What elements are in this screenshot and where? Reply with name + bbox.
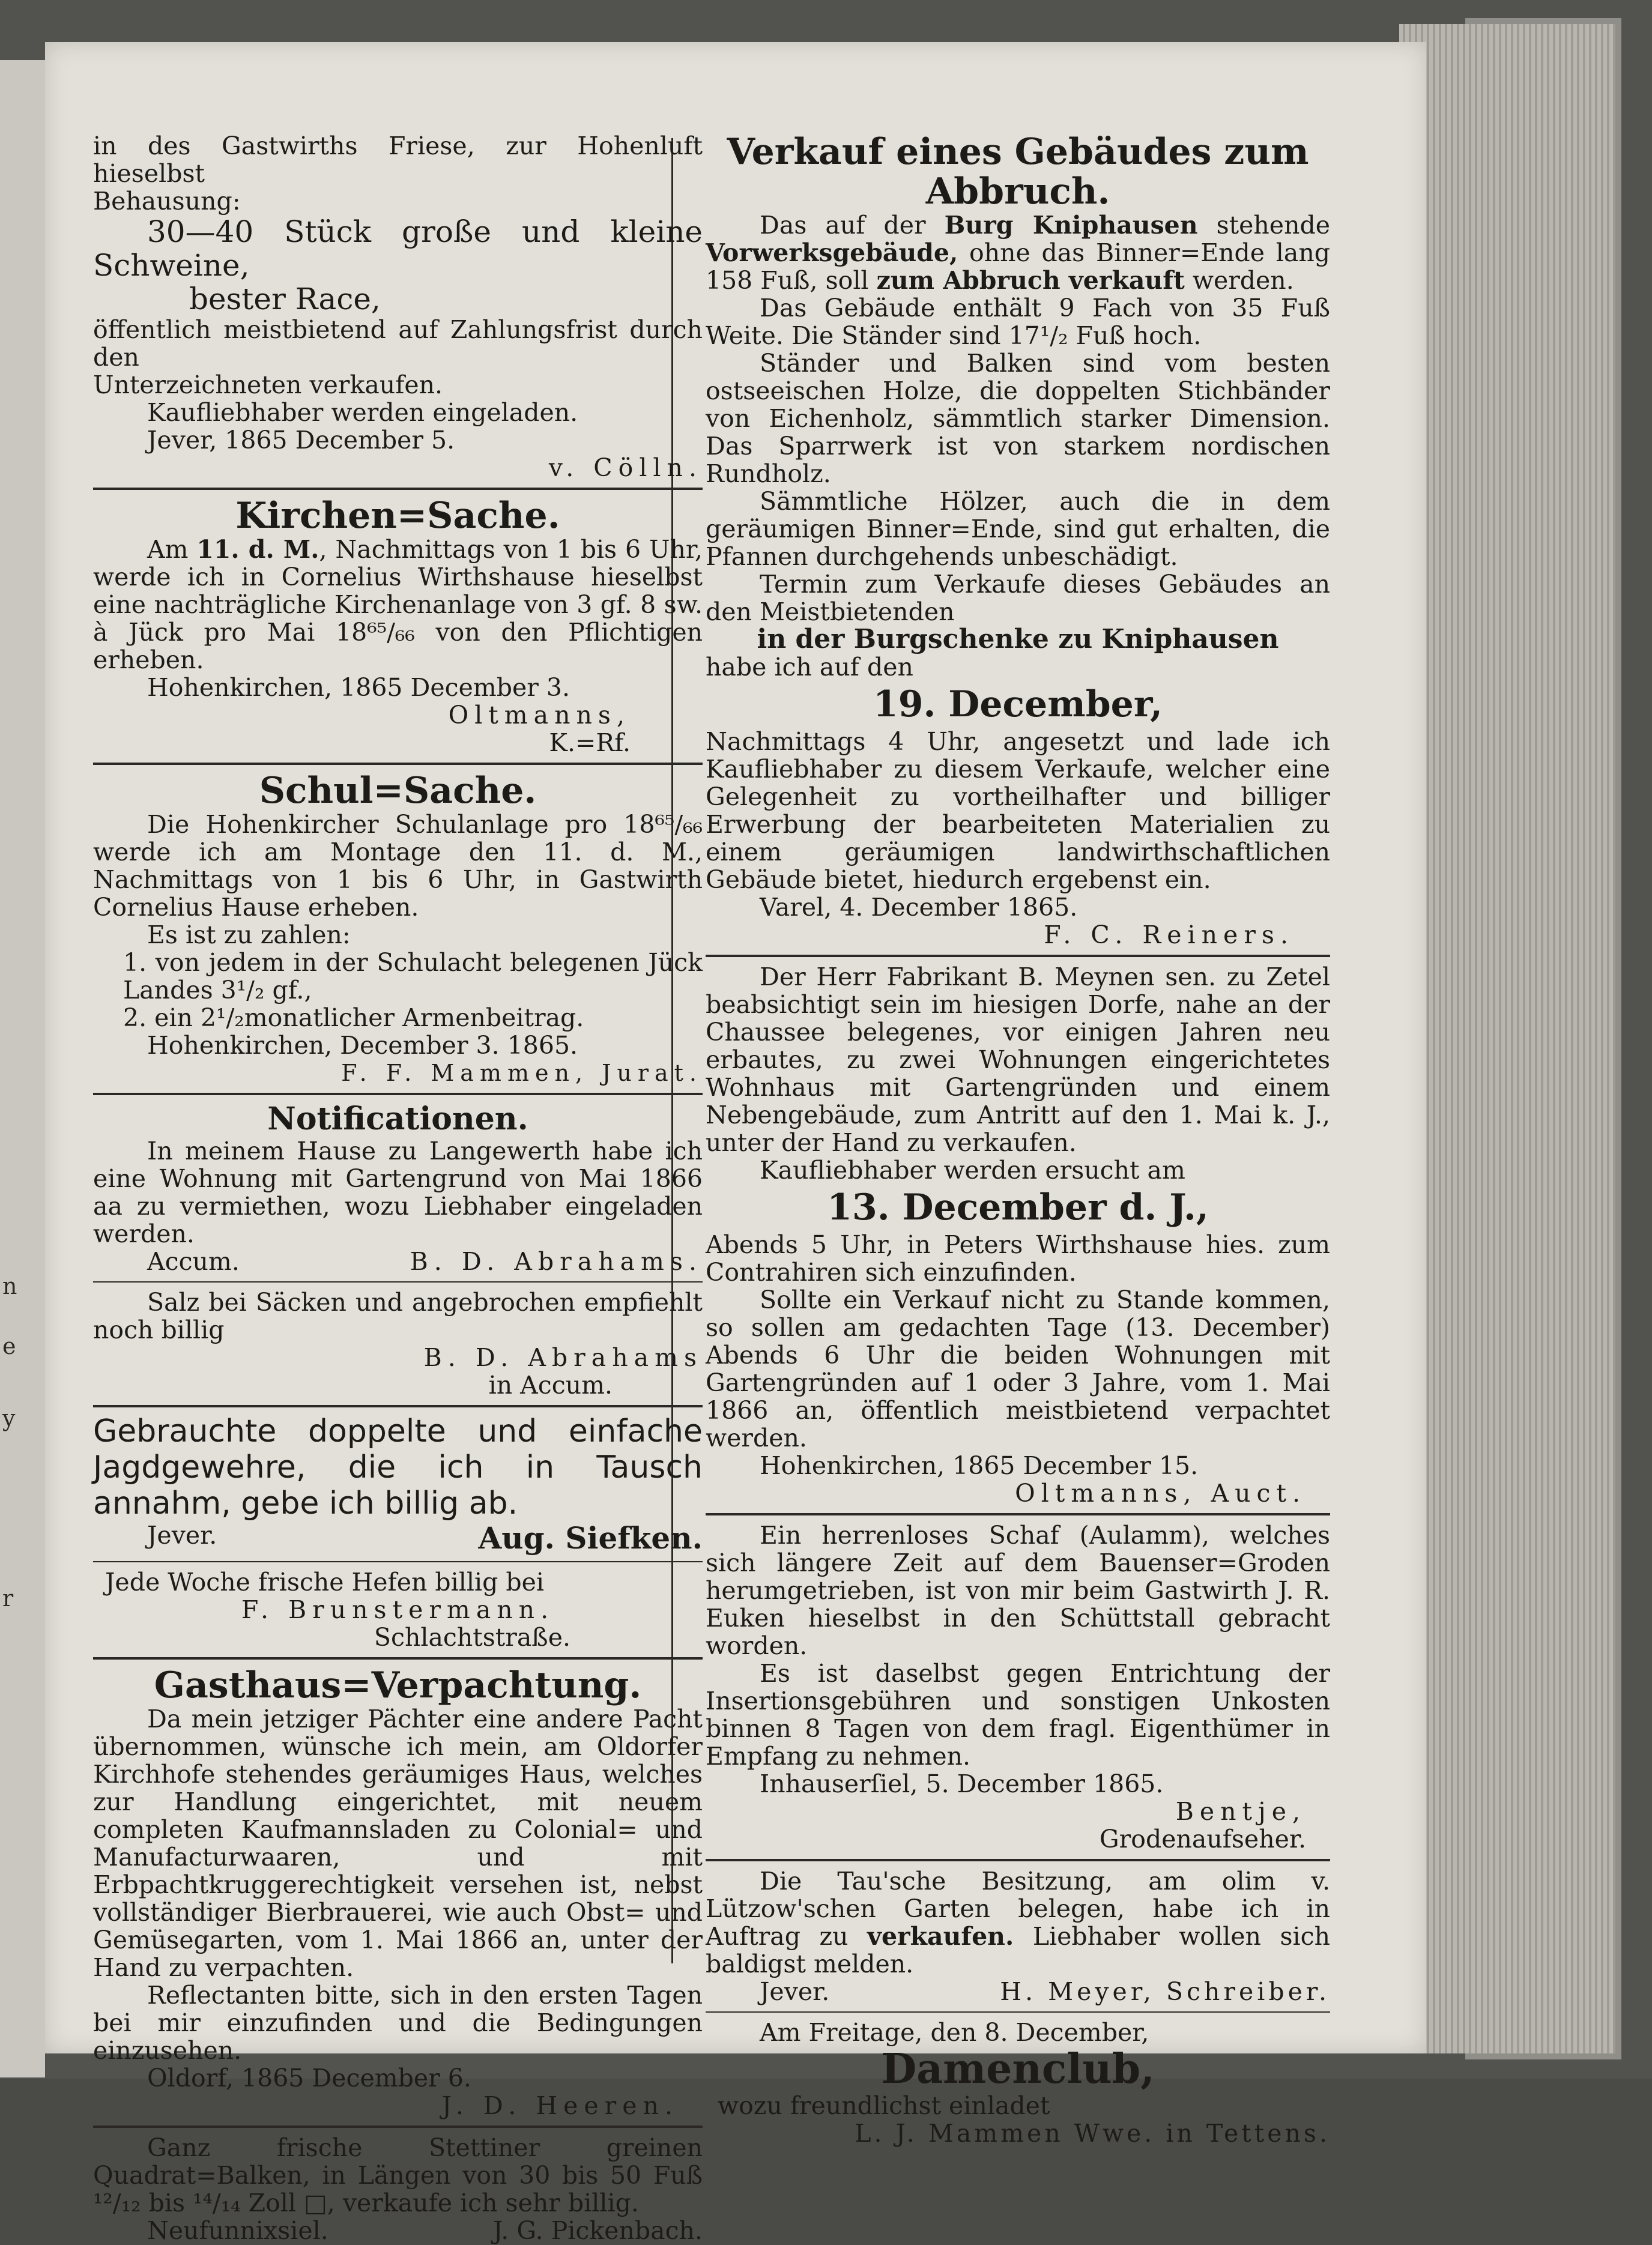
tau-sign-row <box>706 1978 1330 2005</box>
club-signature: L. J. Mammen Wwe. in Tettens. <box>855 2119 1330 2148</box>
verkauf-text-part: ohne das Binner=Ende lang 158 Fuß, soll <box>706 238 1330 295</box>
meynen-notice <box>706 963 1330 1507</box>
verkauf-signature: F. C. Reiners. <box>1044 920 1294 949</box>
notif-sign-row <box>93 1248 703 1275</box>
section-rule <box>93 1093 703 1095</box>
balken-notice <box>93 2134 703 2244</box>
section-rule <box>93 2126 703 2128</box>
verkauf-text-bold: Vorwerksgebäude, <box>706 238 958 267</box>
verkauf-p4: Sämmtliche Hölzer, auch die in dem geräumigen Binner=Ende, sind gut erhalten, die Pfannen durchgehends unbeschädigt. <box>706 487 1330 571</box>
verkauf-text-part: stehende <box>1197 211 1330 240</box>
auction-signature: v. Cölln. <box>548 453 703 482</box>
schaf-signature: Bentje, <box>1175 1797 1306 1826</box>
gasthaus-notice <box>93 1666 703 2120</box>
auction-line: öffentlich meistbietend auf Zahlungsfrist durch den <box>93 315 703 372</box>
hefen-address: Schlachtstraße. <box>374 1623 570 1652</box>
meynen-date-big: 13. December d. J., <box>827 1186 1209 1228</box>
section-rule <box>93 1657 703 1660</box>
auction-line: in des Gastwirths Friese, zur Hohenluft hieselbst <box>93 131 703 188</box>
hefen-text: Jede Woche frische Hefen billig bei <box>105 1568 545 1597</box>
tau-place: Jever. <box>760 1977 830 2006</box>
tau-signature: H. Meyer, Schreiber. <box>1000 1977 1330 2006</box>
kirchen-notice <box>93 496 703 757</box>
kirchen-date: Hohenkirchen, 1865 December 3. <box>147 673 570 702</box>
club-line2: wozu freundlichst einladet <box>718 2091 1050 2120</box>
meynen-p2: Kaufliebhaber werden ersucht am <box>760 1156 1185 1185</box>
club-title: Damenclub, <box>881 2045 1155 2093</box>
section-rule <box>93 488 703 490</box>
notif-place: Accum. <box>147 1247 240 1276</box>
balken-text: Ganz frische Stettiner greinen Quadrat=Balken, in Längen von 30 bis 50 Fuß ¹²/₁₂ bis ¹⁴/₁₄ Zoll □, verkaufe ich sehr billig. <box>93 2133 703 2217</box>
schul-sub: Es ist zu zahlen: <box>147 920 351 949</box>
club-notice <box>706 2019 1330 2147</box>
page-edges <box>1399 24 1615 2053</box>
meynen-date: Hohenkirchen, 1865 December 15. <box>760 1451 1199 1480</box>
verkauf-p6: habe ich auf den <box>706 653 913 681</box>
salz-place: in Accum. <box>488 1371 613 1400</box>
verkauf-p7: Nachmittags 4 Uhr, angesetzt und lade ich Kaufliebhaber zu diesem Verkaufe, welcher eine Gelegenheit zu vortheilhafter und billiger Erwerbung der bearbeiteten Materialien zu einem geräumigen landwirthschaftlichen Gebäude bietet, hiedurch ergebenst ein. <box>706 727 1330 894</box>
balken-sign-row <box>93 2217 703 2244</box>
verkauf-title: Verkauf eines Gebäudes zum Abbruch. <box>727 131 1309 213</box>
notif-signature: B. D. Abrahams. <box>410 1247 703 1276</box>
verkauf-notice <box>706 132 1330 949</box>
left-page-strip <box>0 60 45 2077</box>
gasthaus-date: Oldorf, 1865 December 6. <box>147 2064 471 2092</box>
section-rule <box>93 1561 703 1562</box>
fragment: r <box>2 1585 14 1612</box>
auction-line: bester Race, <box>189 282 381 316</box>
right-column <box>706 132 1330 2147</box>
hefen-signature: F. Brunstermann. <box>241 1595 555 1624</box>
section-rule <box>93 1281 703 1283</box>
salz-text: Salz bei Säcken und angebrochen empfiehlt noch billig <box>93 1288 703 1344</box>
schaf-notice <box>706 1521 1330 1853</box>
kirchen-title: Kirchen=Sache. <box>235 495 560 537</box>
hefen-notice <box>93 1568 703 1651</box>
section-rule <box>706 955 1330 957</box>
jagd-sign-row <box>93 1521 703 1555</box>
club-line1: Am Freitage, den 8. December, <box>760 2018 1149 2047</box>
verkauf-text-bold: zum Abbruch verkauft <box>876 266 1185 295</box>
tau-text <box>706 1867 1330 1978</box>
verkauf-text-part: werden. <box>1184 266 1294 295</box>
tau-text-a: Die Tau'sche Besitzung, am olim v. Lützow'schen Garten belegen, habe ich in Auftrag zu <box>706 1867 1330 1951</box>
schul-item: 1. von jedem in der Schulacht belegenen Jück Landes 3¹/₂ gf., <box>123 948 703 1005</box>
jagd-place: Jever. <box>147 1521 217 1550</box>
schul-text: Die Hohenkircher Schulanlage pro 18⁶⁵/₆₆ werde ich am Montage den 11. d. M., Nachmittags von 1 bis 6 Uhr, in Gastwirth Cornelius Hause erheben. <box>93 810 703 922</box>
section-rule <box>706 1859 1330 1861</box>
meynen-signature: Oltmanns, Auct. <box>1015 1479 1306 1508</box>
section-rule <box>706 2011 1330 2013</box>
salz-notice <box>93 1289 703 1399</box>
kirchen-text-c: , Nachmittags von 1 bis 6 Uhr, werde ich in Cornelius Wirthshause hieselbst eine nachträgliche Kirchenanlage von 3 gf. 8 sw. à Jück pro Mai 18⁶⁵/₆₆ von den Pflichtigen erheben. <box>93 535 703 674</box>
section-rule <box>93 763 703 765</box>
verkauf-p5: Termin zum Verkaufe dieses Gebäudes an den Meistbietenden <box>706 570 1330 626</box>
jagd-signature: Aug. Siefken. <box>478 1520 703 1556</box>
schul-title: Schul=Sache. <box>259 770 537 812</box>
section-rule <box>93 1405 703 1407</box>
verkauf-p3: Ständer und Balken sind vom besten ostseeischen Holze, die doppelten Stichbänder von Eichenholz, sämmtlich starker Dimension. Das Sparrwerk ist von starkem nordischen Rundholz. <box>706 349 1330 488</box>
verkauf-date: Varel, 4. December 1865. <box>760 893 1078 922</box>
balken-signature: J. G. Pickenbach. <box>493 2216 703 2245</box>
tau-notice <box>706 1867 1330 2005</box>
kirchen-text-a: Am <box>147 535 197 564</box>
kirchen-text-b: 11. d. M. <box>196 535 319 564</box>
notif-notice <box>93 1101 703 1275</box>
verkauf-place: in der Burgschenke zu Kniphausen <box>757 624 1279 654</box>
verkauf-text <box>706 211 1330 294</box>
fragment: n <box>2 1273 17 1299</box>
schul-signature: F. F. Mammen, Jurat. <box>341 1060 703 1086</box>
verkauf-date-big: 19. December, <box>873 683 1163 725</box>
jagd-text: Gebrauchte doppelte und einfache Jagdgewehre, die ich in Tausch annahm, gebe ich billig ab. <box>93 1413 703 1521</box>
meynen-p4: Sollte ein Verkauf nicht zu Stande kommen, so sollen am gedachten Tage (13. December) Abends 6 Uhr die beiden Wohnungen mit Gartengründen auf 1 oder 3 Jahre, vom 1. Mai 1866 an, öffentlich meistbietend verpachtet werden. <box>706 1286 1330 1452</box>
tau-text-c: Liebhaber wollen sich baldigst melden. <box>706 1922 1330 1978</box>
salz-signature: B. D. Abrahams <box>423 1343 703 1372</box>
auction-line: 30—40 Stück große und kleine Schweine, <box>93 214 703 283</box>
section-rule <box>706 1513 1330 1515</box>
newspaper-page <box>45 42 1426 2245</box>
schul-item: 2. ein 2¹/₂monatlicher Armenbeitrag. <box>123 1003 584 1032</box>
auction-date: Jever, 1865 December 5. <box>147 426 455 455</box>
verkauf-text-part: Das auf der <box>760 211 945 240</box>
left-column <box>93 132 703 2244</box>
schaf-text: Ein herrenloses Schaf (Aulamm), welches sich längere Zeit auf dem Bauenser=Groden herumgetrieben, ist von mir beim Gastwirth J. R. Euken hieselbst in den Schüttstall gebracht worden. <box>706 1521 1330 1660</box>
schaf-date: Inhauserſiel, 5. December 1865. <box>760 1769 1164 1798</box>
kirchen-text <box>93 536 703 674</box>
schul-notice <box>93 771 703 1087</box>
gasthaus-signature: J. D. Heeren. <box>441 2091 679 2120</box>
kirchen-signature: Oltmanns, <box>448 701 631 730</box>
fragment: y <box>2 1405 16 1431</box>
gasthaus-title: Gasthaus=Verpachtung. <box>154 1664 642 1706</box>
auction-line: Kaufliebhaber werden eingeladen. <box>147 398 578 427</box>
notif-title: Notificationen. <box>267 1101 528 1137</box>
auction-line: Unterzeichneten verkaufen. <box>93 370 443 399</box>
gasthaus-text2: Reflectanten bitte, sich in den ersten Tagen bei mir einzufinden und die Bedingungen einzusehen. <box>93 1981 703 2065</box>
fragment: e <box>2 1333 16 1359</box>
schaf-signature-title: Grodenaufseher. <box>1099 1825 1306 1854</box>
notif-text: In meinem Hause zu Langewerth habe ich eine Wohnung mit Gartengrund von Mai 1866 aa zu vermiethen, wozu Liebhaber eingeladen werden. <box>93 1137 703 1248</box>
schul-date: Hohenkirchen, December 3. 1865. <box>147 1031 578 1060</box>
auction-notice <box>93 132 703 482</box>
auction-line: Behausung: <box>93 187 241 216</box>
meynen-text: Der Herr Fabrikant B. Meynen sen. zu Zetel beabsichtigt sein im hiesigen Dorfe, nahe an der Chaussee belegenes, vor einigen Jahren neu erbautes, zu zwei Wohnungen eingerichtetes Wohnhaus mit Gartengründen und einem Nebengebäude, zum Antritt auf den 1. Mai k. J., unter der Hand zu verkaufen. <box>706 962 1330 1157</box>
verkauf-text-bold: Burg Kniphausen <box>944 211 1198 240</box>
meynen-p3: Abends 5 Uhr, in Peters Wirthshause hies. zum Contrahiren sich einzufinden. <box>706 1230 1330 1287</box>
jagd-notice <box>93 1413 703 1555</box>
verkauf-p2: Das Gebäude enthält 9 Fach von 35 Fuß Weite. Die Ständer sind 17¹/₂ Fuß hoch. <box>706 294 1330 350</box>
schaf-p2: Es ist daselbst gegen Entrichtung der Insertionsgebühren und sonstigen Unkosten binnen 8 Tagen von dem fragl. Eigenthümer in Empfang zu nehmen. <box>706 1659 1330 1771</box>
kirchen-signature-title: K.=Rf. <box>549 728 631 757</box>
tau-text-b: verkaufen. <box>867 1922 1014 1951</box>
gasthaus-text: Da mein jetziger Pächter eine andere Pacht übernommen, wünsche ich mein, am Oldorfer Kirchhofe stehendes geräumiges Haus, welches zur Handlung eingerichtet, mit neuem completen Kaufmannsladen zu Colonial= und Manufacturwaaren, und mit Erbpachtkruggerechtigkeit versehen ist, nebst vollständiger Bierbrauerei, wie auch Obst= und Gemüsegarten, vom 1. Mai 1866 an, unter der Hand zu verpachten. <box>93 1705 703 1982</box>
balken-place: Neufunnixsiel. <box>147 2216 328 2245</box>
